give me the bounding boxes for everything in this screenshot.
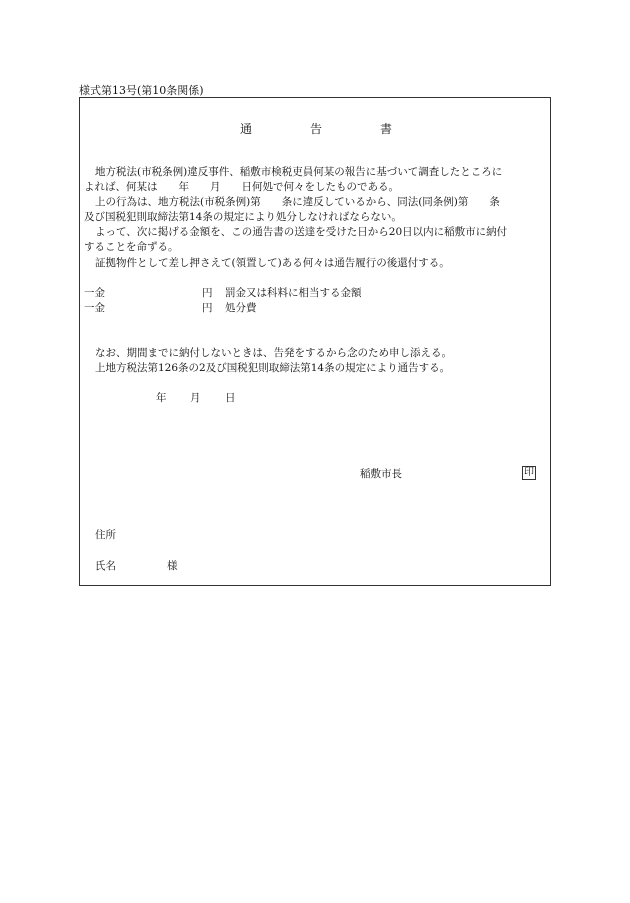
title-char-1: 通	[240, 122, 253, 136]
amount-1-yen: 円	[202, 287, 213, 299]
body-p1-line1: 地方税法(市税条例)違反事件、稲敷市検税吏員何某の報告に基づいて調査したところに	[95, 166, 503, 178]
body-p2-line1: 上の行為は、地方税法(市税条例)第 条に違反しているから、同法(同条例)第 条	[95, 196, 500, 208]
amount-1-prefix: 一金	[84, 287, 105, 299]
body-p1-line2: よれば、何某は 年 月 日何処で何々をしたものである。	[84, 181, 399, 193]
date-month: 月	[190, 392, 201, 404]
body-p4-line1: 証拠物件として差し押さえて(領置して)ある何々は通告履行の後還付する。	[95, 257, 450, 269]
body-p3-line2: することを命ずる。	[84, 241, 179, 253]
amount-2-desc: 処分費	[225, 302, 257, 314]
title-char-3: 書	[380, 122, 393, 136]
date-year: 年	[156, 392, 167, 404]
date-day: 日	[225, 392, 236, 404]
amount-2-yen: 円	[202, 302, 213, 314]
note-line2: 上地方税法第126条の2及び国税犯則取締法第14条の規定により通告する。	[95, 362, 451, 374]
amount-1-desc: 罰金又は科料に相当する金額	[225, 287, 362, 299]
body-p2-line2: 及び国税犯則取締法第14条の規定により処分しなければならない。	[84, 211, 402, 223]
honorific: 様	[167, 560, 178, 572]
amount-2-prefix: 一金	[84, 302, 105, 314]
title-char-2: 告	[310, 122, 323, 136]
body-p3-line1: よって、次に掲げる金額を、この通告書の送達を受けた日から20日以内に稲敷市に納付	[95, 226, 508, 238]
address-label: 住所	[95, 529, 116, 541]
note-line1: なお、期間までに納付しないときは、告発をするから念のため申し添える。	[95, 347, 452, 359]
form-number-label: 様式第13号(第10条関係)	[79, 84, 204, 97]
issuer-title: 稲敷市長	[360, 468, 402, 480]
seal-stamp: 印	[524, 467, 534, 478]
name-label: 氏名	[95, 560, 116, 572]
